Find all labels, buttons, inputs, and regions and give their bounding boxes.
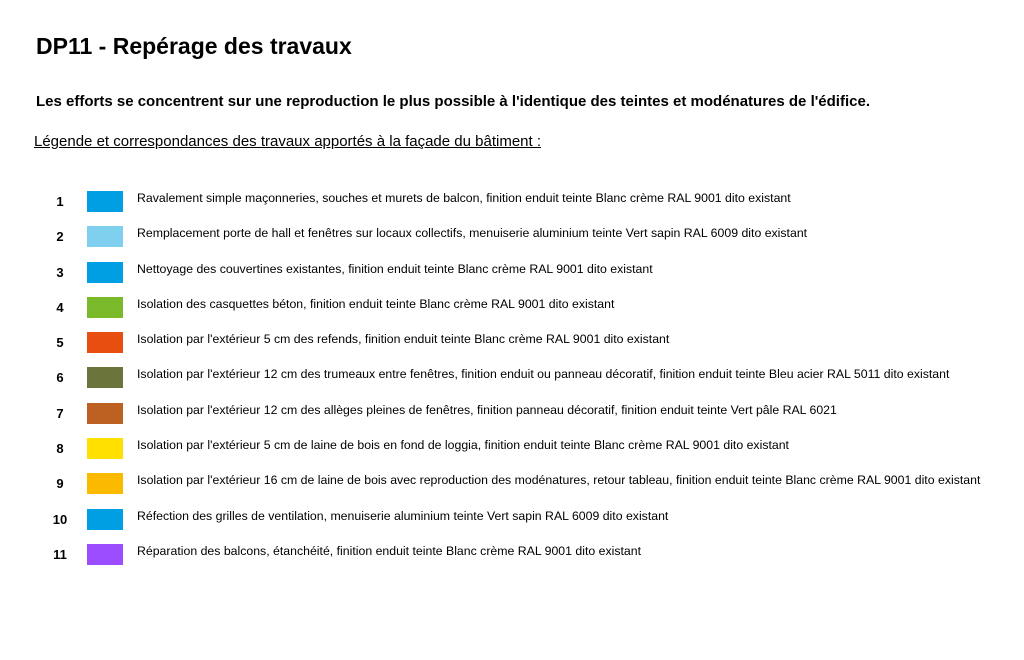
page-subtitle: Les efforts se concentrent sur une reproduction le plus possible à l'identique des teintes et modénatures de l'édifice.: [36, 93, 870, 110]
legend-list: [0, 183, 1024, 571]
legend-item-number: 7: [56, 405, 64, 421]
legend-item: [0, 359, 1024, 394]
legend-item-description: Réparation des balcons, étanchéité, finition enduit teinte Blanc crème RAL 9001 dito existant: [137, 543, 642, 558]
legend-color-swatch: [87, 544, 123, 565]
legend-item-number: 9: [56, 476, 64, 492]
legend-item-number: 3: [56, 264, 64, 280]
legend-item-description: Nettoyage des couvertines existantes, finition enduit teinte Blanc crème RAL 9001 dito existant: [137, 261, 653, 276]
legend-item: [0, 501, 1024, 536]
legend-item-description: Remplacement porte de hall et fenêtres sur locaux collectifs, menuiserie aluminium teinte Vert sapin RAL 6009 dito existant: [137, 226, 808, 241]
legend-color-swatch: [87, 226, 123, 247]
legend-heading: Légende et correspondances des travaux apportés à la façade du bâtiment :: [34, 133, 542, 150]
legend-item-number: 8: [56, 441, 64, 457]
legend-item-description: Ravalement simple maçonneries, souches et murets de balcon, finition enduit teinte Blanc crème RAL 9001 dito existant: [137, 191, 791, 205]
legend-item-description: Isolation par l'extérieur 16 cm de laine de bois avec reproduction des modénatures, retour tableau, finition enduit teinte Blanc crème RAL 9001 dito existant: [137, 473, 981, 488]
page-title: DP11 - Repérage des travaux: [36, 33, 352, 59]
legend-color-swatch: [87, 473, 123, 494]
legend-color-swatch: [87, 191, 123, 212]
legend-item-description: Isolation des casquettes béton, finition enduit teinte Blanc crème RAL 9001 dito existant: [137, 296, 615, 311]
legend-item: [0, 536, 1024, 571]
legend-item-number: 2: [56, 229, 64, 245]
legend-color-swatch: [87, 403, 123, 424]
legend-item: [0, 254, 1024, 289]
legend-color-swatch: [87, 262, 123, 283]
legend-item: [0, 289, 1024, 324]
legend-item-number: 4: [56, 299, 64, 315]
legend-item-number: 5: [56, 335, 64, 351]
legend-item: [0, 218, 1024, 253]
legend-item-description: Isolation par l'extérieur 12 cm des trumeaux entre fenêtres, finition enduit ou panneau décoratif, finition enduit teinte Bleu acier RAL 5011 dito existant: [137, 367, 950, 382]
legend-item-number: 1: [56, 194, 64, 209]
legend-color-swatch: [87, 438, 123, 459]
legend-color-swatch: [87, 332, 123, 353]
legend-item-number: 11: [53, 546, 67, 562]
legend-item-description: Réfection des grilles de ventilation, menuiserie aluminium teinte Vert sapin RAL 6009 dito existant: [137, 508, 669, 523]
legend-color-swatch: [87, 297, 123, 318]
legend-item: [0, 183, 1024, 218]
legend-item: [0, 430, 1024, 465]
legend-item: [0, 465, 1024, 500]
legend-item-number: 10: [52, 511, 68, 527]
legend-item-description: Isolation par l'extérieur 5 cm des refends, finition enduit teinte Blanc crème RAL 9001 dito existant: [137, 332, 670, 347]
legend-item: [0, 395, 1024, 430]
legend-item: [0, 324, 1024, 359]
legend-item-description: Isolation par l'extérieur 5 cm de laine de bois en fond de loggia, finition enduit teinte Blanc crème RAL 9001 dito existant: [137, 438, 789, 453]
legend-item-description: Isolation par l'extérieur 12 cm des allèges pleines de fenêtres, finition panneau décoratif, finition enduit teinte Vert pâle RAL 6021: [137, 402, 837, 417]
legend-color-swatch: [87, 367, 123, 388]
legend-color-swatch: [87, 509, 123, 530]
legend-item-number: 6: [56, 370, 64, 386]
